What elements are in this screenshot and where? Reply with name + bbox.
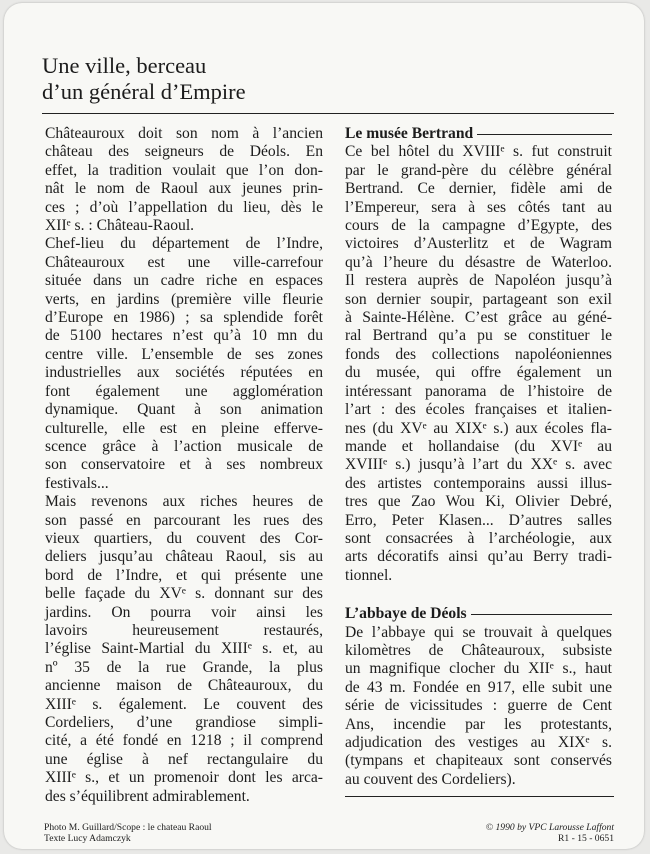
text-line: belle façade du XVᵉ s. donnant sur des: [45, 585, 323, 603]
text-line: Il restera auprès de Napoléon jusqu’à: [345, 272, 612, 290]
text-line: kilomètres de Châteauroux, subsiste: [345, 641, 612, 659]
right-column-end-rule: [345, 796, 614, 797]
text-line: des artistes contemporains aussi illus-: [345, 474, 612, 492]
text-credit: Texte Lucy Adamczyk: [44, 833, 131, 844]
text-line: Châteauroux est une ville-carrefour: [45, 253, 323, 271]
section-heading-text: L’abbaye de Déols: [345, 605, 467, 623]
text-line: Cordeliers, d’une grandiose simpli-: [45, 714, 323, 731]
text-line: son conservatoire et à ses nombreux: [45, 456, 323, 474]
text-line: d’Europe en 1986) ; sa splendide forêt: [45, 309, 323, 327]
text-line: effet, la tradition voulait que l’on don-: [45, 161, 323, 179]
text-line: nes (du XVᵉ au XIXᵉ s.) aux écoles fla-: [345, 419, 612, 437]
text-line: Châteauroux doit son nom à l’ancien: [45, 125, 323, 142]
text-line: ancienne maison de Châteauroux, du: [45, 677, 323, 695]
right-column: [345, 125, 612, 789]
text-line: (tympans et chapiteaux sont conservés: [345, 752, 612, 770]
text-line: Ans, incendie par les protestants,: [345, 715, 612, 733]
title-line-1: Une ville, berceau: [42, 53, 207, 78]
text-line: située dans un cadre riche en espaces: [45, 272, 323, 290]
section-heading: [345, 605, 612, 623]
copyright: © 1990 by VPC Larousse Laffont: [485, 822, 614, 833]
section-heading: [345, 125, 612, 143]
text-line: ces ; d’où l’appellation du lieu, dès le: [45, 198, 323, 216]
title-line-2: d’un général d’Empire: [42, 79, 246, 104]
text-line: culturelle, elle est en pleine efferve-: [45, 419, 323, 437]
text-line: dynamique. Quant à son animation: [45, 401, 323, 419]
paragraph: [45, 235, 323, 493]
text-line: XIIIᵉ s. également. Le couvent des: [45, 695, 323, 713]
text-line: sont consacrées à l’archéologie, aux: [345, 529, 612, 547]
text-line: du musée, qui offre également un: [345, 364, 612, 382]
text-line: de 5100 hectares n’est qu’à 10 mn du: [45, 327, 323, 345]
text-line: ral Bertrand qu’a pu se constituer le: [345, 327, 612, 345]
photo-credit: Photo M. Guillard/Scope : le chateau Raoul: [44, 822, 212, 833]
text-line: cité, a été fondé en 1218 ; il comprend: [45, 732, 323, 750]
text-line: industrielles aux sociétés réputées en: [45, 364, 323, 382]
paragraph: [45, 493, 323, 806]
text-line: victoires d’Austerlitz et de Wagram: [345, 235, 612, 253]
text-line: l’art : des écoles françaises et italien-: [345, 401, 612, 419]
text-line: scence grâce à l’action musicale de: [45, 437, 323, 455]
publisher-info: [486, 822, 614, 844]
text-line: Chef-lieu du département de l’Indre,: [45, 235, 323, 253]
text-line: mande et hollandaise (du XVIᵉ au: [345, 437, 612, 455]
text-line: château des seigneurs de Déols. En: [45, 143, 323, 161]
section-body: [345, 143, 612, 585]
text-line: des s’équilibrent admirablement.: [45, 787, 250, 805]
text-line: de 43 m. Fondée en 917, elle subit une: [345, 678, 612, 696]
text-line: fonds des collections napoléoniennes: [345, 345, 612, 363]
text-line: son passé en parcourant les rues des: [45, 511, 323, 529]
text-line: tres que Zao Wou Ki, Olivier Debré,: [345, 493, 612, 511]
card-number: R1 - 15 - 0651: [558, 833, 614, 844]
text-line: bord de l’Indre, et qui présente une: [45, 566, 323, 584]
text-line: verts, en jardins (première ville fleurie: [45, 290, 323, 308]
section-heading-text: Le musée Bertrand: [345, 125, 474, 142]
text-line: nât le nom de Raoul aux jeunes prin-: [45, 180, 323, 198]
text-line: au couvent des Cordeliers).: [345, 770, 516, 788]
text-line: l’Empereur, sera à ses côtés tant au: [345, 198, 612, 216]
text-line: font également une agglomération: [45, 382, 323, 400]
text-line: tionnel.: [345, 566, 393, 584]
text-line: par le grand-père du célèbre général: [345, 161, 612, 179]
text-line: qu’à l’heure du désastre de Waterloo.: [345, 253, 612, 271]
title-rule: [42, 113, 614, 114]
text-line: XVIIIᵉ s.) jusqu’à l’art du XXᵉ s. avec: [345, 456, 612, 474]
left-column: [45, 125, 323, 806]
text-line: à Sainte-Hélène. C’est grâce au géné-: [345, 309, 612, 327]
text-line: Ce bel hôtel du XVIIIᵉ s. fut construit: [345, 143, 612, 161]
text-line: son dernier soupir, partageant son exil: [345, 290, 612, 308]
info-card: [4, 3, 644, 849]
paragraph: [45, 125, 323, 235]
text-line: un magnifique clocher du XIIᵉ s., haut: [345, 660, 612, 678]
text-line: intéressant panorama de l’histoire de: [345, 382, 612, 400]
text-line: série de vicissitudes : guerre de Cent: [345, 697, 612, 715]
text-line: nº 35 de la rue Grande, la plus: [45, 658, 323, 676]
section-body: [345, 624, 612, 790]
text-line: adjudication des vestiges au XIXᵉ s.: [345, 734, 612, 751]
text-line: jardins. On pourra voir ainsi les: [45, 603, 323, 621]
section-heading-rule: [477, 134, 612, 135]
section-gap: [345, 585, 612, 605]
text-line: arts décoratifs ainsi qu’au Berry tradi-: [345, 548, 612, 566]
text-line: centre ville. L’ensemble de ses zones: [45, 345, 323, 363]
text-line: De l’abbaye qui se trouvait à quelques: [345, 623, 612, 641]
text-line: Mais revenons aux riches heures de: [45, 493, 323, 511]
text-line: lavoirs heureusement restaurés,: [45, 621, 323, 639]
text-line: XIIIᵉ s., et un promenoir dont les arca-: [45, 769, 323, 787]
section-heading-rule: [471, 614, 612, 615]
text-line: Erro, Peter Klasen... D’autres salles: [345, 511, 612, 529]
text-line: vieux quartiers, du couvent des Cor-: [45, 529, 323, 547]
credits: [44, 822, 212, 844]
text-line: Bertrand. Ce dernier, fidèle ami de: [345, 180, 612, 198]
text-line: deliers jusqu’au château Raoul, sis au: [45, 548, 323, 566]
text-line: cours de la campagne d’Egypte, des: [345, 217, 612, 235]
text-line: XIIᵉ s. : Château-Raoul.: [45, 217, 195, 235]
page-title: [42, 53, 246, 105]
text-line: l’église Saint-Martial du XIIIᵉ s. et, au: [45, 640, 323, 658]
text-line: festivals...: [45, 474, 109, 492]
text-line: une église à nef rectangulaire du: [45, 750, 323, 768]
